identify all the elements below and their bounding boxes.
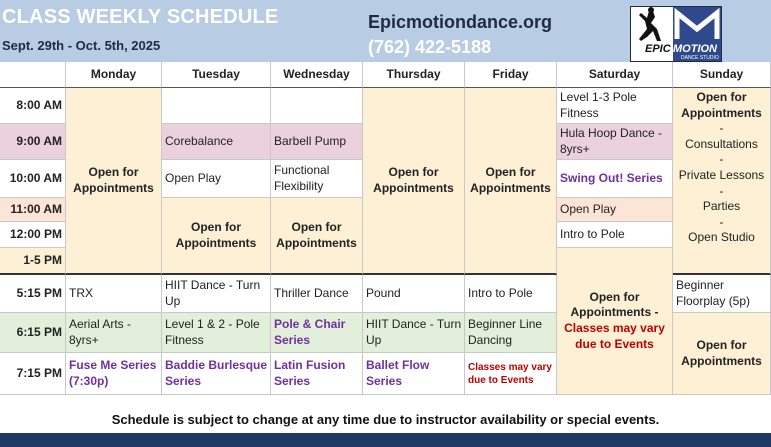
class-mon-515[interactable]: TRX [66,275,162,313]
day-header-thursday: Thursday [363,62,465,88]
sunday-dash: - [719,214,724,229]
class-wed-10[interactable]: Functional Flexibility [271,160,363,198]
day-header-monday: Monday [66,62,162,88]
sunday-private-lessons: Private Lessons [678,167,765,182]
class-fri-715[interactable]: Classes may vary due to Events [465,353,557,395]
class-tue-9[interactable]: Corebalance [162,124,271,160]
time-label: 7:15 PM [0,353,66,395]
time-label: 11:00 AM [0,198,66,222]
class-sat-8[interactable]: Level 1-3 Pole Fitness [557,88,673,124]
class-fri-615[interactable]: Beginner Line Dancing [465,313,557,353]
class-wed-715[interactable]: Latin Fusion Series [271,353,363,395]
time-label: 5:15 PM [0,275,66,313]
studio-logo [630,6,722,62]
class-mon-715[interactable]: Fuse Me Series (7:30p) [66,353,162,395]
day-header-tuesday: Tuesday [162,62,271,88]
day-header-saturday: Saturday [557,62,673,88]
time-label: 1-5 PM [0,248,66,275]
class-wed-615[interactable]: Pole & Chair Series [271,313,363,353]
logo-motion: MOTION [673,43,717,55]
sunday-dash: - [719,152,724,167]
open-appointments-friday[interactable]: Open for Appointments [465,88,557,275]
sunday-parties: Parties [702,199,741,214]
class-thu-515[interactable]: Pound [363,275,465,313]
schedule-header [0,0,771,62]
logo-studio: DANCE STUDIO [681,55,719,61]
class-sat-10[interactable]: Swing Out! Series [557,160,673,198]
sunday-consultations: Consultations [685,136,758,151]
day-header-sunday: Sunday [673,62,771,88]
saturday-open-label: Open for Appointments - [570,289,659,320]
class-sat-9[interactable]: Hula Hoop Dance - 8yrs+ [557,124,673,160]
saturday-events-note: Classes may vary due to Events [564,321,665,351]
logo-epic: EPIC [645,43,671,55]
day-header-wednesday: Wednesday [271,62,363,88]
class-tue-10[interactable]: Open Play [162,160,271,198]
class-fri-515[interactable]: Intro to Pole [465,275,557,313]
class-mon-615[interactable]: Aerial Arts - 8yrs+ [66,313,162,353]
sunday-open-label: Open for Appointments [681,90,762,120]
corner-cell [0,62,66,88]
class-tue-615[interactable]: Level 1 & 2 - Pole Fitness [162,313,271,353]
sunday-dash: - [719,183,724,198]
sunday-open-studio: Open Studio [688,230,755,245]
time-label: 6:15 PM [0,313,66,353]
schedule-grid [0,62,771,405]
time-label: 8:00 AM [0,88,66,124]
sunday-services[interactable] [673,88,771,275]
class-sun-515[interactable]: Beginner Floorplay (5p) [673,275,771,313]
class-tue-515[interactable]: HIIT Dance - Turn Up [162,275,271,313]
time-label: 10:00 AM [0,160,66,198]
class-wed-515[interactable]: Thriller Dance [271,275,363,313]
open-appointments-thursday[interactable]: Open for Appointments [363,88,465,275]
empty-slot [162,88,271,124]
open-appointments-saturday-evening[interactable] [557,248,673,395]
sunday-dash: - [719,121,724,136]
time-label: 9:00 AM [0,124,66,160]
class-wed-9[interactable]: Barbell Pump [271,124,363,160]
footer-bar [0,433,771,447]
website-link[interactable]: Epicmotiondance.org [368,12,553,32]
class-sat-12[interactable]: Intro to Pole [557,222,673,248]
schedule-dates: Sept. 29th - Oct. 5th, 2025 [2,38,161,53]
class-tue-715[interactable]: Baddie Burlesque Series [162,353,271,395]
open-appointments-wednesday[interactable]: Open for Appointments [271,198,363,275]
empty-slot [271,88,363,124]
class-thu-715[interactable]: Ballet Flow Series [363,353,465,395]
open-appointments-tuesday[interactable]: Open for Appointments [162,198,271,275]
m-letter-icon [673,7,721,43]
phone-number[interactable]: (762) 422-5188 [368,37,492,57]
time-label: 12:00 PM [0,222,66,248]
schedule-title: CLASS WEEKLY SCHEDULE [2,6,279,28]
schedule-notice: Schedule is subject to change at any time due to instructor availability or special events. [0,405,771,433]
open-appointments-monday[interactable]: Open for Appointments [66,88,162,275]
day-header-friday: Friday [465,62,557,88]
open-appointments-sunday-evening[interactable]: Open for Appointments [673,313,771,395]
class-sat-11[interactable]: Open Play [557,198,673,222]
class-thu-615[interactable]: HIIT Dance - Turn Up [363,313,465,353]
dancer-icon [631,7,673,43]
